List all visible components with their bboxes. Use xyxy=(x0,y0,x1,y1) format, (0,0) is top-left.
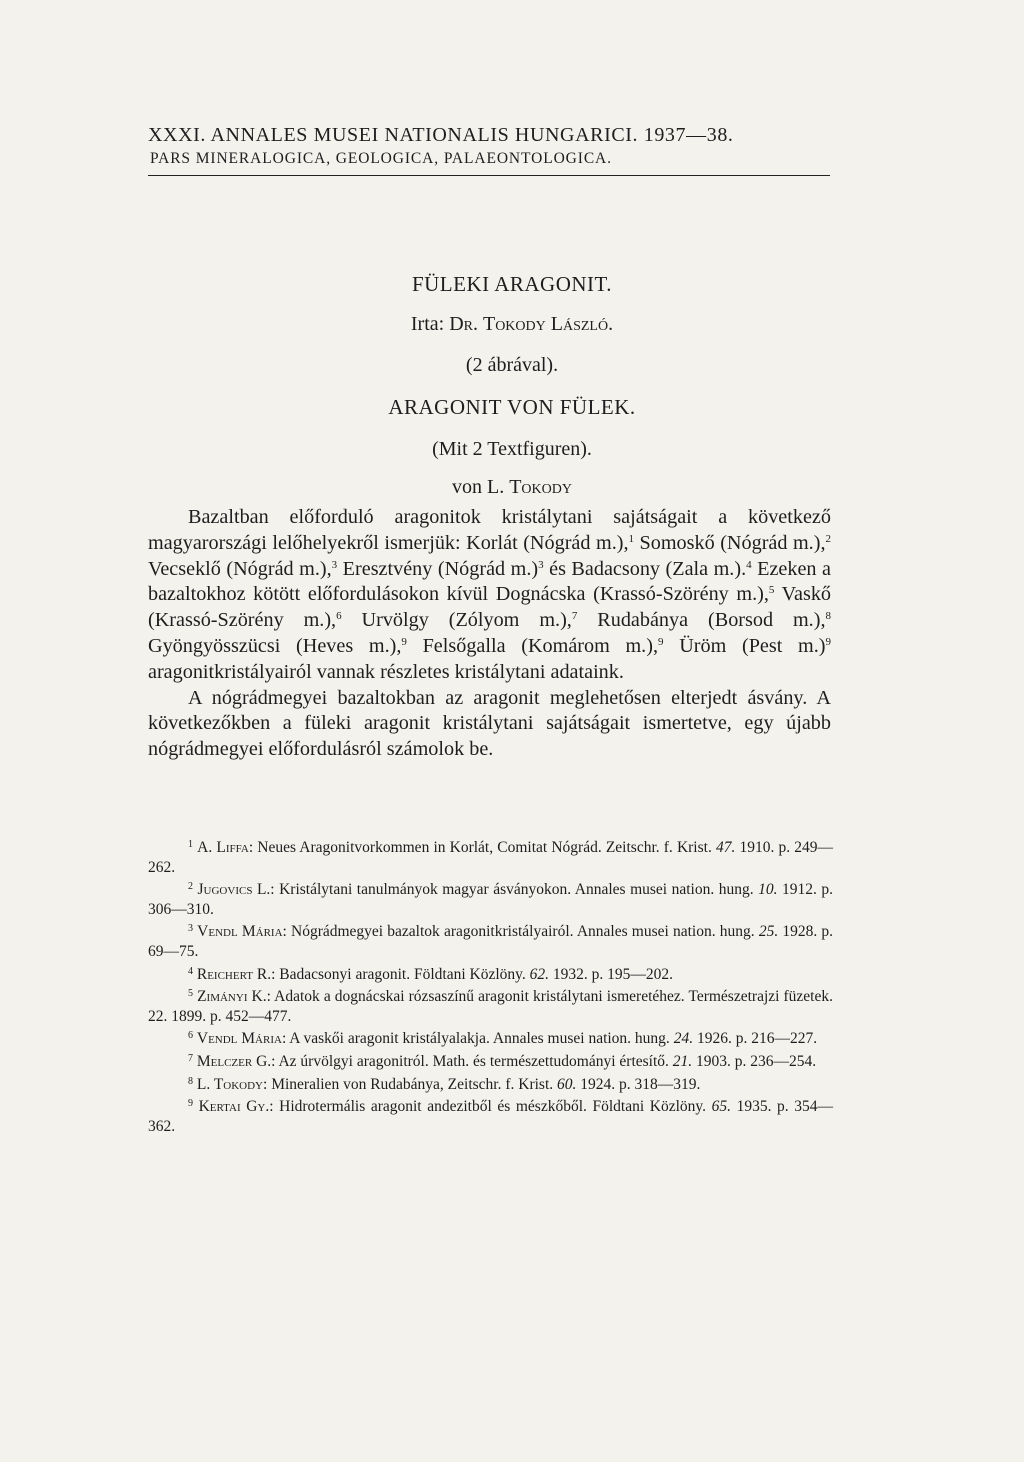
footnote-ref: 3 xyxy=(538,558,544,571)
footnote-ref: 3 xyxy=(331,558,338,571)
footnote-ref: 9 xyxy=(401,635,407,648)
footnote-author: Zimányi K.: xyxy=(197,988,271,1006)
text-segment: és Badacsony (Zala m.). xyxy=(543,557,747,580)
journal-header: XXXI. ANNALES MUSEI NATIONALIS HUNGARICI. 1937—38. xyxy=(148,124,734,146)
footnote-text: Az úrvölgyi aragonitról. Math. és természettudományi értesítő. xyxy=(275,1052,669,1070)
text-segment: Somoskő (Nógrád m.), xyxy=(634,531,826,554)
footnote-text: Adatok a dognácskai rózsaszínű aragonit kristálytani ismeretéhez. Természetrajzi füzetek. 22. 1899. p. 452—477. xyxy=(148,988,833,1025)
text-segment: Urvölgy (Zólyom m.), xyxy=(341,609,572,632)
text-segment: Gyöngyösszücsi (Heves m.), xyxy=(148,634,402,657)
footnote-author: Jugovics L.: xyxy=(197,881,275,899)
footnote-pages: 1910. p. 249—262. xyxy=(148,839,834,876)
footnote-author: A. Liffa: xyxy=(197,839,254,856)
footnote-ref: 6 xyxy=(336,610,342,623)
paragraph-2: A nógrádmegyei bazaltokban az aragonit meglehetősen elterjedt ásvány. A következőkben a füleki aragonit kristálytani sajátságait ismertetve, egy újabb nógrádmegyei előfordulásról számolok be. xyxy=(148,686,831,761)
text-segment: Vecseklő (Nógrád m.), xyxy=(148,557,332,580)
footnote xyxy=(148,1097,833,1136)
footnote-ref: 1 xyxy=(628,532,635,545)
footnote-text: Nógrádmegyei bazaltok aragonitkristályairól. Annales musei nation. hung. xyxy=(286,923,755,941)
footnote-text: Badacsonyi aragonit. Földtani Közlöny. xyxy=(275,965,526,983)
body-text xyxy=(148,505,831,763)
footnote-volume: 60. xyxy=(557,1075,577,1093)
footnotes xyxy=(148,838,833,1139)
footnote-text: A vaskői aragonit kristályalakja. Annales musei nation. hung. xyxy=(286,1030,670,1048)
text-segment: Bazaltban előforduló aragonitok kristálytani sajátságait a következő magyarországi lelőhelyekről ismerjük: Korlát (Nógrád m.), xyxy=(148,506,831,554)
article-author-de: von L. Tokody xyxy=(452,476,572,498)
footnote-volume: 10. xyxy=(758,881,778,899)
footnote-pages: 1926. p. 216—227. xyxy=(693,1030,818,1048)
footnote-number: 1 xyxy=(188,839,193,850)
footnote-text: Neues Aragonitvorkommen in Korlát, Comitat Nógrád. Zeitschr. f. Krist. xyxy=(253,839,712,856)
footnote-ref: 9 xyxy=(658,635,664,648)
footnote-number: 9 xyxy=(188,1098,193,1110)
text-segment: aragonitkristályairól vannak részletes kristálytani adataink. xyxy=(148,660,624,683)
footnote xyxy=(148,880,833,919)
text-segment: Eresztvény (Nógrád m.) xyxy=(337,557,539,580)
footnote-ref: 8 xyxy=(825,610,831,623)
footnote-number: 4 xyxy=(188,965,193,977)
footnote-text: Mineralien von Rudabánya, Zeitschr. f. Krist. xyxy=(267,1075,554,1093)
footnote-pages: 1935. p. 354—362. xyxy=(148,1098,833,1135)
footnote-text: Kristálytani tanulmányok magyar ásványokon. Annales musei nation. hung. xyxy=(274,881,754,899)
footnote-volume: 21. xyxy=(672,1052,693,1070)
text-segment: Felsőgalla (Komárom m.), xyxy=(406,634,659,657)
footnote-volume: 25. xyxy=(758,923,779,941)
footnote-number: 6 xyxy=(188,1030,193,1042)
footnote-number: 3 xyxy=(188,923,193,935)
footnote-number: 8 xyxy=(188,1075,193,1087)
journal-subheader: PARS MINERALOGICA, GEOLOGICA, PALAEONTOLOGICA. xyxy=(150,150,612,167)
footnote-pages: 1932. p. 195—202. xyxy=(549,965,674,983)
text-segment: Vaskő (Krassó-Szörény m.), xyxy=(148,583,832,632)
footnote-volume: 24. xyxy=(673,1030,694,1048)
footnote-pages: 1924. p. 318—319. xyxy=(576,1075,701,1093)
footnote-author: L. Tokody: xyxy=(196,1075,268,1093)
footnote-ref: 7 xyxy=(571,610,578,623)
footnote-text: Hidrotermális aragonit andezitből és mészkőből. Földtani Közlöny. xyxy=(273,1098,706,1116)
footnote-number: 2 xyxy=(188,881,193,893)
footnote-volume: 65. xyxy=(711,1098,731,1116)
footnote-author: Melczer G.: xyxy=(196,1052,276,1070)
figure-count-de: (Mit 2 Textfiguren). xyxy=(432,438,592,460)
footnote xyxy=(148,987,833,1026)
figure-count-hu: (2 ábrával). xyxy=(465,354,559,376)
footnote-author: Vendl Mária: xyxy=(197,923,287,941)
footnote xyxy=(148,965,833,985)
footnote-author: Reichert R.: xyxy=(196,965,276,983)
text-segment: Üröm (Pest m.) xyxy=(663,634,826,657)
footnote-volume: 62. xyxy=(529,965,550,983)
footnote xyxy=(148,1052,833,1072)
header-rule xyxy=(148,175,830,176)
text-segment: Ezeken a bazaltokhoz kötött előfordulásokon kívül Dognácska (Krassó-Szörény m.), xyxy=(148,557,831,606)
article-title-hu: FÜLEKI ARAGONIT. xyxy=(411,272,613,296)
footnote-ref: 5 xyxy=(768,584,775,597)
footnote-ref: 4 xyxy=(746,558,752,571)
footnote-author: Kertai Gy.: xyxy=(198,1098,274,1116)
article-title-de: ARAGONIT VON FÜLEK. xyxy=(388,395,636,419)
footnote-pages: 1928. p. 69—75. xyxy=(148,923,834,960)
footnote-ref: 2 xyxy=(825,532,831,545)
footnote-pages: 1903. p. 236—254. xyxy=(692,1052,817,1070)
footnote-pages: 1912. p. 306—310. xyxy=(148,881,834,918)
footnote xyxy=(148,922,833,961)
text-segment: Rudabánya (Borsod m.), xyxy=(577,609,826,632)
article-author-hu: Irta: Dr. Tokody László. xyxy=(410,313,614,335)
footnote xyxy=(148,838,833,877)
paragraph-1 xyxy=(148,505,831,686)
footnote xyxy=(148,1075,833,1095)
footnote-author: Vendl Mária: xyxy=(196,1030,287,1048)
footnote-number: 7 xyxy=(188,1052,193,1064)
footnote-volume: 47. xyxy=(715,839,736,856)
footnote-ref: 9 xyxy=(825,635,831,648)
footnote-number: 5 xyxy=(188,988,193,1000)
footnote xyxy=(148,1029,833,1049)
